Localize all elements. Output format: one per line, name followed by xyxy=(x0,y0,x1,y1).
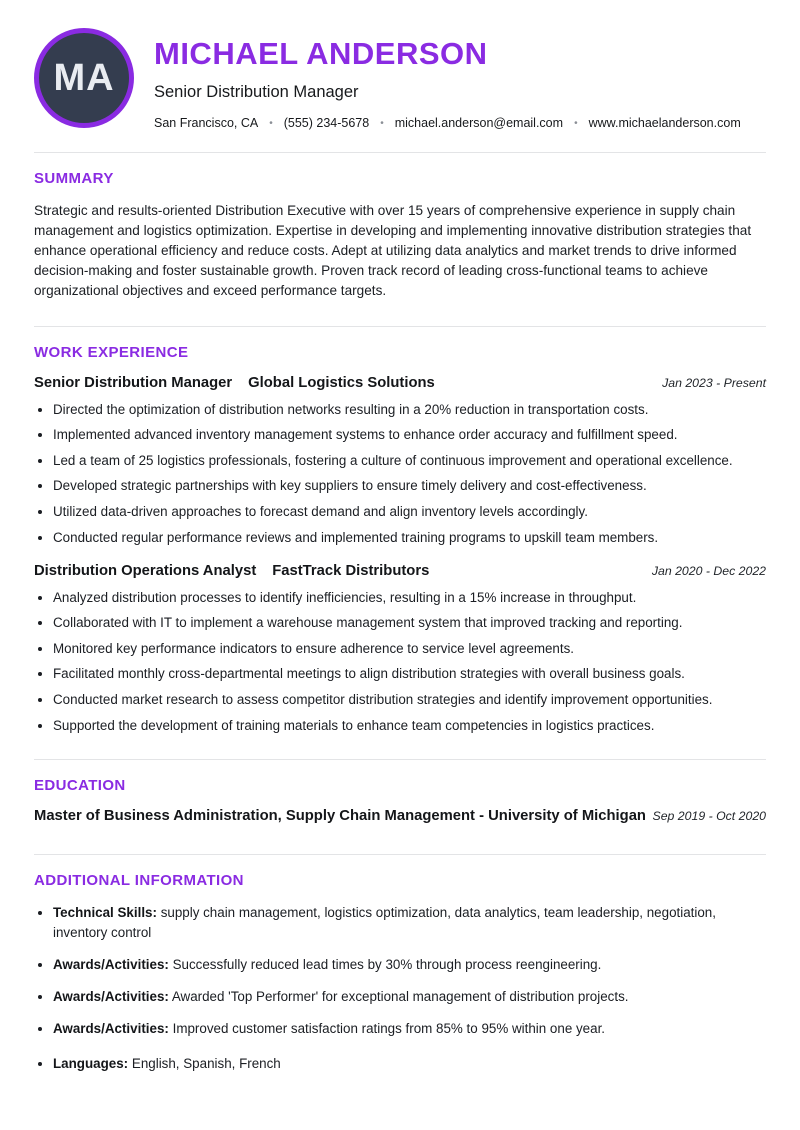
additional-item xyxy=(53,1054,766,1074)
job-bullet: • Led a team of 25 logistics professionals, fostering a culture of continuous improvement and operational excellence. xyxy=(53,452,766,470)
job-bullet: • Implemented advanced inventory management systems to enhance order accuracy and fulfillment speed. xyxy=(53,426,766,444)
candidate-name: MICHAEL ANDERSON xyxy=(154,36,488,71)
contact-row xyxy=(154,116,741,130)
job-dates: Jan 2023 - Present xyxy=(662,375,766,390)
job-bullet: • Collaborated with IT to implement a warehouse management system that improved tracking and reporting. xyxy=(53,614,766,632)
contact-phone: (555) 234-5678 xyxy=(283,116,370,130)
section-summary xyxy=(34,152,766,326)
education-heading: EDUCATION xyxy=(34,776,126,794)
job-title-company xyxy=(34,375,435,391)
candidate-title: Senior Distribution Manager xyxy=(154,83,359,101)
additional-item-label: Technical Skills: xyxy=(53,904,157,920)
resume-header xyxy=(34,28,766,152)
additional-item-label: Languages: xyxy=(53,1056,129,1072)
additional-list xyxy=(34,903,766,1075)
additional-item-text: Awarded 'Top Performer' for exceptional management of distribution projects. xyxy=(171,989,629,1004)
job-title: Senior Distribution Manager xyxy=(34,374,233,391)
additional-item-text: supply chain management, logistics optimization, data analytics, team leadership, negotiation, inventory control xyxy=(53,904,716,940)
summary-text: Strategic and results-oriented Distribution Executive with over 15 years of comprehensive experience in supply chain management and logistics optimization. Expertise in developing and implementing innovative distribution strategies that enhance operational efficiency and reduce costs. Adept at utilizing data analytics and market trends to drive informed decision-making and foster sustainable growth. Proven track record of leading cross-functional teams to achieve organizational objectives and exceed performance targets. xyxy=(34,203,752,299)
additional-item-label: Awards/Activities: xyxy=(53,956,169,972)
job-bullet: • Facilitated monthly cross-departmental meetings to align distribution strategies with overall business goals. xyxy=(53,665,766,683)
job-entry xyxy=(34,563,766,735)
contact-website-link[interactable]: www.michaelanderson.com xyxy=(588,116,741,130)
contact-separator: • xyxy=(380,117,384,129)
additional-item-text: English, Spanish, French xyxy=(131,1056,281,1072)
job-company: Global Logistics Solutions xyxy=(248,374,435,391)
education-degree: Master of Business Administration, Supply Chain Management - University of Michigan xyxy=(34,807,646,824)
job-title: Distribution Operations Analyst xyxy=(34,562,257,579)
job-bullet: • Conducted regular performance reviews and implemented training programs to upskill team members. xyxy=(53,529,766,547)
job-company: FastTrack Distributors xyxy=(272,562,430,579)
job-bullet: • Analyzed distribution processes to identify inefficiencies, resulting in a 15% increase in throughput. xyxy=(53,589,766,607)
additional-item-text: Improved customer satisfaction ratings from 85% to 95% within one year. xyxy=(172,1021,606,1037)
additional-item-label: Awards/Activities: xyxy=(53,1021,169,1037)
avatar xyxy=(34,28,134,128)
job-title-company xyxy=(34,563,429,579)
job-bullet: • Utilized data-driven approaches to forecast demand and align inventory levels accordingly. xyxy=(53,503,766,521)
additional-item xyxy=(53,903,766,943)
education-dates: Sep 2019 - Oct 2020 xyxy=(652,808,766,823)
job-entry xyxy=(34,375,766,547)
job-bullet: • Developed strategic partnerships with key suppliers to ensure timely delivery and cost-effectiveness. xyxy=(53,477,766,495)
section-experience xyxy=(34,326,766,759)
additional-heading: ADDITIONAL INFORMATION xyxy=(34,871,244,889)
contact-location: San Francisco, CA xyxy=(154,116,259,130)
job-bullet: • Monitored key performance indicators to ensure adherence to service level agreements. xyxy=(53,640,766,658)
job-bullet: • Conducted market research to assess competitor distribution strategies and identify improvement opportunities. xyxy=(53,691,766,709)
header-text xyxy=(154,28,741,130)
additional-item xyxy=(53,1019,766,1039)
job-dates: Jan 2020 - Dec 2022 xyxy=(651,563,766,578)
additional-item-label: Awards/Activities: xyxy=(53,989,169,1004)
avatar-initials: MA xyxy=(53,56,115,99)
education-entry xyxy=(34,808,766,824)
job-header xyxy=(34,375,766,391)
contact-separator: • xyxy=(574,117,578,129)
section-education xyxy=(34,759,766,854)
job-header xyxy=(34,563,766,579)
section-additional xyxy=(34,854,766,1075)
job-bullet: • Supported the development of training materials to enhance team competencies in logistics practices. xyxy=(53,717,766,735)
experience-heading: WORK EXPERIENCE xyxy=(34,343,189,361)
job-bullets xyxy=(34,589,766,735)
additional-item-text: Successfully reduced lead times by 30% through process reengineering. xyxy=(172,956,602,972)
job-bullet: • Directed the optimization of distribution networks resulting in a 20% reduction in transportation costs. xyxy=(53,401,766,419)
job-bullets xyxy=(34,401,766,547)
additional-item xyxy=(53,955,766,975)
contact-email-link[interactable]: michael.anderson@email.com xyxy=(394,116,564,130)
additional-item xyxy=(53,987,766,1007)
summary-heading: SUMMARY xyxy=(34,170,114,187)
contact-separator: • xyxy=(269,117,273,129)
